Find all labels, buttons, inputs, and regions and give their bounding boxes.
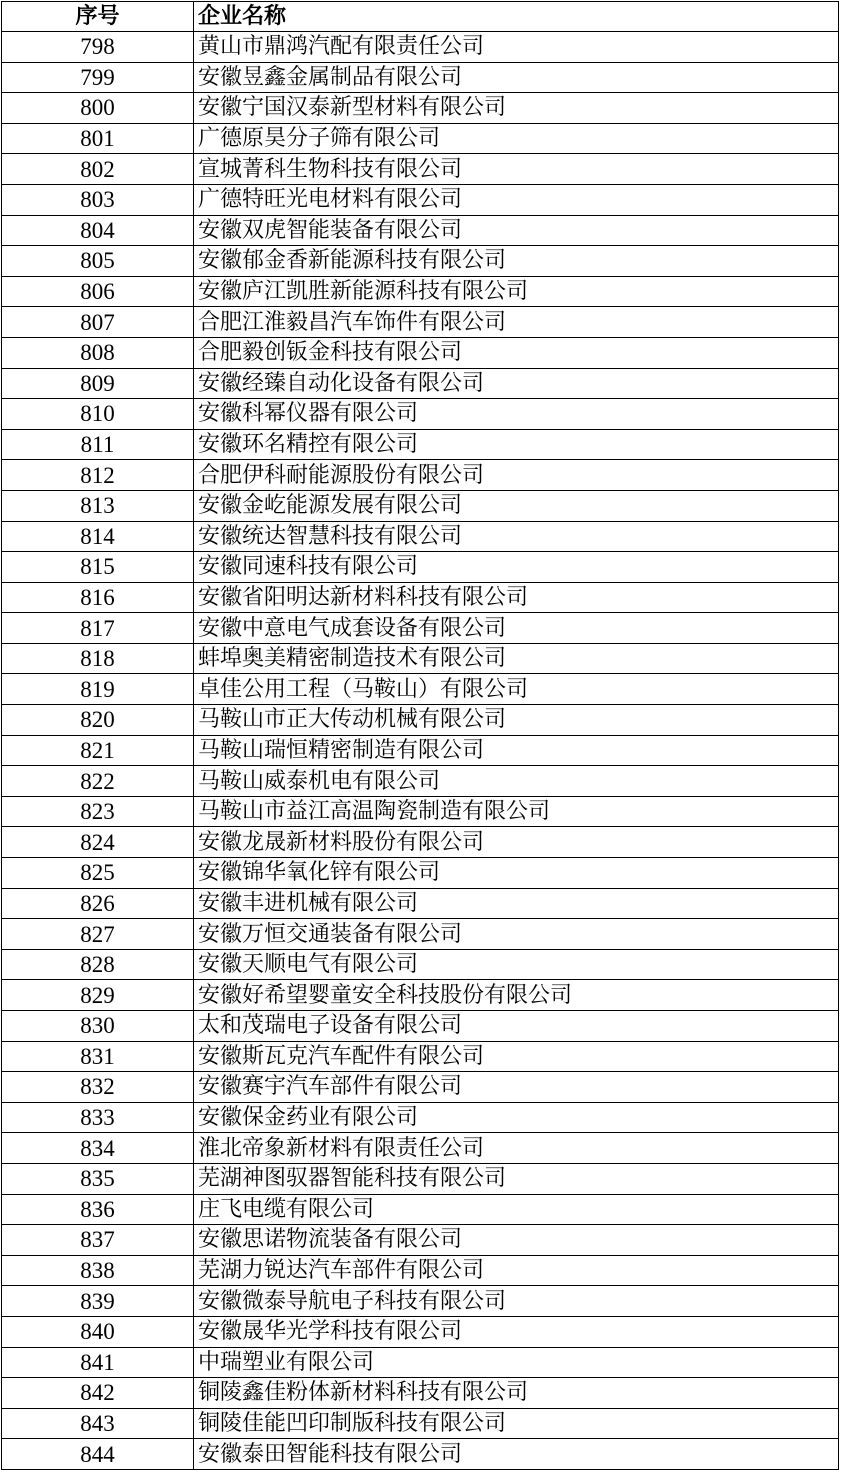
table-row [2, 1347, 839, 1378]
row-number-cell: 830 [2, 1011, 194, 1042]
company-name-cell: 安徽省阳明达新材料科技有限公司 [194, 582, 839, 613]
table-row [2, 184, 839, 215]
row-number-cell: 801 [2, 123, 194, 154]
table-row [2, 552, 839, 583]
row-number-cell: 820 [2, 705, 194, 736]
company-name-cell: 淮北帝象新材料有限责任公司 [194, 1133, 839, 1164]
company-name-cell: 铜陵鑫佳粉体新材料科技有限公司 [194, 1378, 839, 1409]
company-name-cell: 安徽中意电气成套设备有限公司 [194, 613, 839, 644]
row-number-cell: 827 [2, 919, 194, 950]
table-row [2, 1102, 839, 1133]
company-list-table [1, 1, 839, 1470]
row-number-cell: 844 [2, 1439, 194, 1470]
row-number-cell: 810 [2, 399, 194, 430]
row-number-cell: 819 [2, 674, 194, 705]
company-name-cell: 安徽科幂仪器有限公司 [194, 399, 839, 430]
row-number-cell: 833 [2, 1102, 194, 1133]
company-name-cell: 安徽经臻自动化设备有限公司 [194, 368, 839, 399]
company-name-cell: 宣城菁科生物科技有限公司 [194, 154, 839, 185]
company-name-cell: 庄飞电缆有限公司 [194, 1194, 839, 1225]
company-name-cell: 安徽郁金香新能源科技有限公司 [194, 246, 839, 277]
company-name-cell: 马鞍山瑞恒精密制造有限公司 [194, 735, 839, 766]
company-name-cell: 安徽保金药业有限公司 [194, 1102, 839, 1133]
table-row [2, 1011, 839, 1042]
table-row [2, 123, 839, 154]
row-number-cell: 842 [2, 1378, 194, 1409]
row-number-cell: 824 [2, 827, 194, 858]
table-row [2, 735, 839, 766]
table-row [2, 93, 839, 124]
table-row [2, 1316, 839, 1347]
row-number-cell: 809 [2, 368, 194, 399]
company-name-cell: 芜湖神图驭器智能科技有限公司 [194, 1163, 839, 1194]
company-name-cell: 安徽昱鑫金属制品有限公司 [194, 62, 839, 93]
row-number-cell: 807 [2, 307, 194, 338]
company-name-cell: 安徽宁国汉泰新型材料有限公司 [194, 93, 839, 124]
table-row [2, 766, 839, 797]
row-number-cell: 823 [2, 796, 194, 827]
table-row [2, 919, 839, 950]
row-number-cell: 803 [2, 184, 194, 215]
row-number-cell: 799 [2, 62, 194, 93]
company-name-cell: 安徽思诺物流装备有限公司 [194, 1225, 839, 1256]
row-number-cell: 832 [2, 1072, 194, 1103]
company-name-cell: 安徽好希望婴童安全科技股份有限公司 [194, 980, 839, 1011]
row-number-cell: 817 [2, 613, 194, 644]
company-name-cell: 广德特旺光电材料有限公司 [194, 184, 839, 215]
table-row [2, 521, 839, 552]
row-number-cell: 800 [2, 93, 194, 124]
table-row [2, 399, 839, 430]
row-number-cell: 828 [2, 949, 194, 980]
table-row [2, 1133, 839, 1164]
table-row [2, 368, 839, 399]
table-row [2, 1072, 839, 1103]
company-name-cell: 合肥江淮毅昌汽车饰件有限公司 [194, 307, 839, 338]
table-row [2, 643, 839, 674]
company-name-cell: 安徽微泰导航电子科技有限公司 [194, 1286, 839, 1317]
row-number-cell: 836 [2, 1194, 194, 1225]
company-name-cell: 安徽龙晟新材料股份有限公司 [194, 827, 839, 858]
company-name-cell: 安徽天顺电气有限公司 [194, 949, 839, 980]
table-row [2, 1163, 839, 1194]
row-number-cell: 813 [2, 490, 194, 521]
column-header-company-name: 企业名称 [194, 2, 839, 32]
table-row [2, 888, 839, 919]
table-row [2, 1255, 839, 1286]
company-name-cell: 芜湖力锐达汽车部件有限公司 [194, 1255, 839, 1286]
column-header-number: 序号 [2, 2, 194, 32]
company-name-cell: 合肥毅创钣金科技有限公司 [194, 337, 839, 368]
row-number-cell: 838 [2, 1255, 194, 1286]
company-name-cell: 马鞍山市益江高温陶瓷制造有限公司 [194, 796, 839, 827]
table-row [2, 1225, 839, 1256]
table-row [2, 490, 839, 521]
company-name-cell: 安徽泰田智能科技有限公司 [194, 1439, 839, 1470]
row-number-cell: 839 [2, 1286, 194, 1317]
table-body [2, 32, 839, 1470]
row-number-cell: 835 [2, 1163, 194, 1194]
table-row [2, 429, 839, 460]
company-name-cell: 卓佳公用工程（马鞍山）有限公司 [194, 674, 839, 705]
table-row [2, 1286, 839, 1317]
company-name-cell: 蚌埠奥美精密制造技术有限公司 [194, 643, 839, 674]
company-name-cell: 安徽丰进机械有限公司 [194, 888, 839, 919]
table-row [2, 949, 839, 980]
table-row [2, 460, 839, 491]
row-number-cell: 811 [2, 429, 194, 460]
table-header-row [2, 2, 839, 32]
company-name-cell: 安徽锦华氧化锌有限公司 [194, 858, 839, 889]
company-name-cell: 安徽赛宇汽车部件有限公司 [194, 1072, 839, 1103]
row-number-cell: 821 [2, 735, 194, 766]
row-number-cell: 802 [2, 154, 194, 185]
table-row [2, 1041, 839, 1072]
row-number-cell: 804 [2, 215, 194, 246]
table-row [2, 613, 839, 644]
row-number-cell: 834 [2, 1133, 194, 1164]
table-row [2, 307, 839, 338]
company-name-cell: 马鞍山市正大传动机械有限公司 [194, 705, 839, 736]
row-number-cell: 837 [2, 1225, 194, 1256]
row-number-cell: 814 [2, 521, 194, 552]
company-name-cell: 安徽统达智慧科技有限公司 [194, 521, 839, 552]
row-number-cell: 806 [2, 276, 194, 307]
row-number-cell: 829 [2, 980, 194, 1011]
company-name-cell: 黄山市鼎鸿汽配有限责任公司 [194, 32, 839, 63]
table-row [2, 705, 839, 736]
table-row [2, 674, 839, 705]
company-name-cell: 太和茂瑞电子设备有限公司 [194, 1011, 839, 1042]
company-name-cell: 合肥伊科耐能源股份有限公司 [194, 460, 839, 491]
company-name-cell: 安徽环名精控有限公司 [194, 429, 839, 460]
row-number-cell: 825 [2, 858, 194, 889]
row-number-cell: 831 [2, 1041, 194, 1072]
company-name-cell: 广德原昊分子筛有限公司 [194, 123, 839, 154]
table-row [2, 154, 839, 185]
row-number-cell: 812 [2, 460, 194, 491]
company-name-cell: 铜陵佳能凹印制版科技有限公司 [194, 1408, 839, 1439]
row-number-cell: 815 [2, 552, 194, 583]
table-row [2, 980, 839, 1011]
table-row [2, 796, 839, 827]
row-number-cell: 822 [2, 766, 194, 797]
row-number-cell: 826 [2, 888, 194, 919]
row-number-cell: 808 [2, 337, 194, 368]
row-number-cell: 805 [2, 246, 194, 277]
table-row [2, 32, 839, 63]
row-number-cell: 818 [2, 643, 194, 674]
row-number-cell: 816 [2, 582, 194, 613]
company-name-cell: 中瑞塑业有限公司 [194, 1347, 839, 1378]
company-name-cell: 安徽万恒交通装备有限公司 [194, 919, 839, 950]
table-row [2, 62, 839, 93]
table-row [2, 215, 839, 246]
company-name-cell: 马鞍山威泰机电有限公司 [194, 766, 839, 797]
company-name-cell: 安徽双虎智能装备有限公司 [194, 215, 839, 246]
company-name-cell: 安徽晟华光学科技有限公司 [194, 1316, 839, 1347]
table-row [2, 1408, 839, 1439]
table-row [2, 1439, 839, 1470]
row-number-cell: 798 [2, 32, 194, 63]
company-name-cell: 安徽庐江凯胜新能源科技有限公司 [194, 276, 839, 307]
table-row [2, 276, 839, 307]
table-row [2, 1378, 839, 1409]
table-row [2, 1194, 839, 1225]
company-name-cell: 安徽斯瓦克汽车配件有限公司 [194, 1041, 839, 1072]
table-row [2, 337, 839, 368]
row-number-cell: 840 [2, 1316, 194, 1347]
company-name-cell: 安徽同速科技有限公司 [194, 552, 839, 583]
table-row [2, 858, 839, 889]
table-row [2, 582, 839, 613]
row-number-cell: 841 [2, 1347, 194, 1378]
table-row [2, 246, 839, 277]
table-row [2, 827, 839, 858]
row-number-cell: 843 [2, 1408, 194, 1439]
company-name-cell: 安徽金屹能源发展有限公司 [194, 490, 839, 521]
